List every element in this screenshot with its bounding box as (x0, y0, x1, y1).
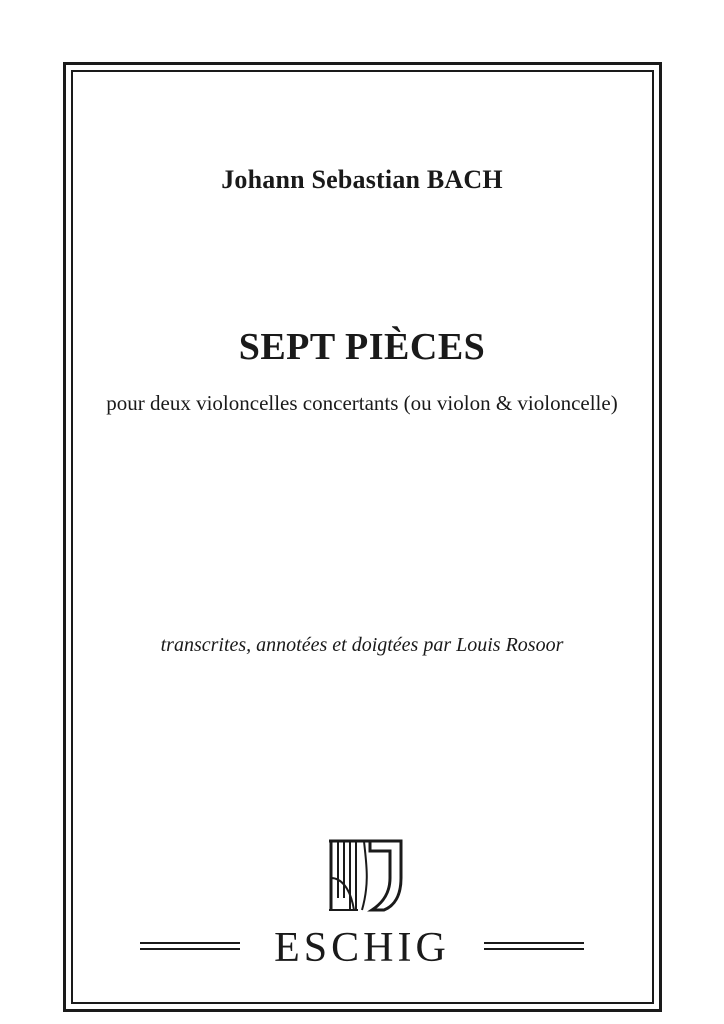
instrumentation-subtitle: pour deux violoncelles concertants (ou violon & violoncelle) (106, 391, 618, 415)
work-title: SEPT PIÈCES (238, 326, 486, 368)
eschig-harp-logo-icon (326, 838, 404, 914)
publisher-name: ESCHIG (274, 925, 450, 971)
arranger-credits: transcrites, annotées et doigtées par Louis Rosoor (160, 634, 564, 656)
composer-name: Johann Sebastian BACH (221, 165, 503, 194)
